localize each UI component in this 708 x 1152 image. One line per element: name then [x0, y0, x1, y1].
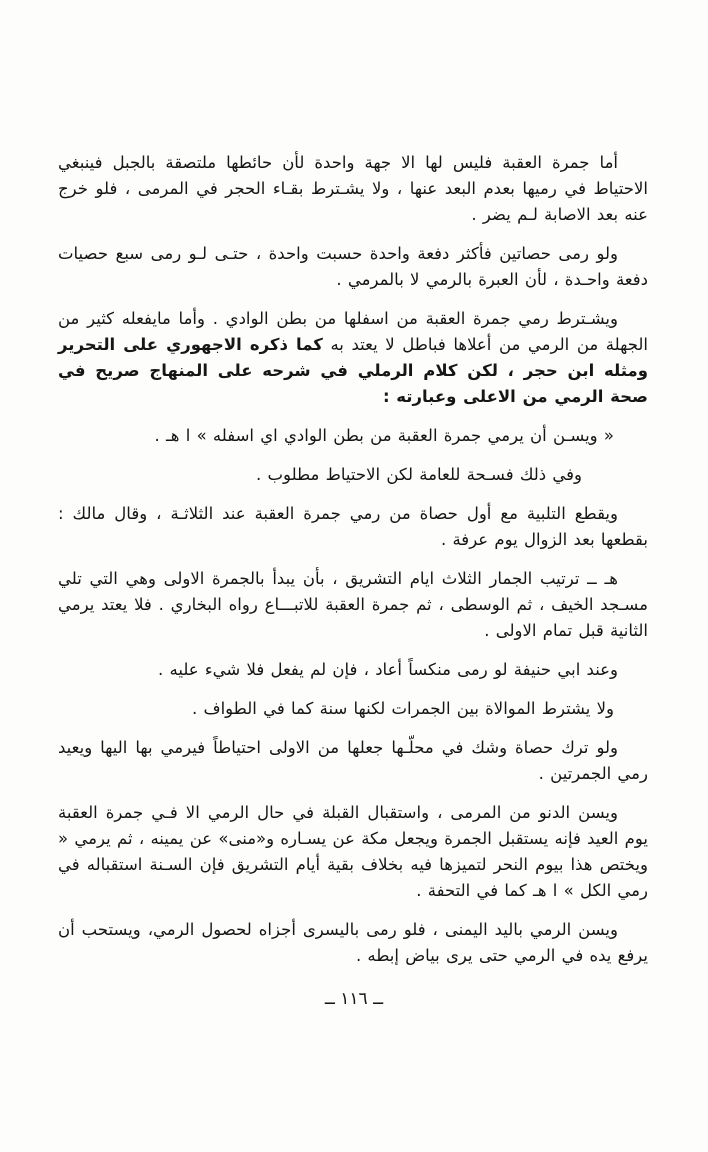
text-block: [58, 150, 648, 969]
paragraph: أما جمرة العقبة فليس لها الا جهة واحدة لأن حائطها ملتصقة بالجبل فينبغي الاحتياط في رميها بعدم البعد عنها ، ولا يشـترط بقـاء الحجر في المرمى ، فلو خرج عنه بعد الاصابة لـم يضر .: [58, 153, 648, 224]
paragraph-bold-text: كما ذكره الاجهوري على التحرير ومثله ابن حجر ، لكن كلام الرملي في شرحه على المنهاج صريح في صحة الرمي من الاعلى وعبارته :: [58, 335, 648, 406]
paragraph: ولو ترك حصاة وشك في محلّـها جعلها من الاولى احتياطاً فيرمي بها اليها ويعيد رمي الجمرتين .: [58, 738, 648, 783]
paragraph: ويسن الرمي باليد اليمنى ، فلو رمى باليسرى أجزاه لحصول الرمي، ويستحب أن يرفع يده في الرمي حتى يرى بياض إبطه .: [58, 920, 648, 965]
quote-paragraph: « ويسـن أن يرمي جمرة العقبة من بطن الوادي اي اسفله » ا هـ .: [154, 426, 614, 445]
paragraph: ولو رمى حصاتين فأكثر دفعة واحدة حسبت واحدة ، حتـى لـو رمى سبع حصيات دفعة واحـدة ، لأن العبرة بالرمي لا بالمرمي .: [58, 244, 648, 289]
paragraph: [58, 306, 648, 410]
page-number: ــ ١١٦ ــ: [324, 989, 384, 1009]
paragraph: وعند ابي حنيفة لو رمى منكساً أعاد ، فإن لم يفعل فلا شيء عليه .: [158, 660, 618, 679]
paragraph: ولا يشترط الموالاة بين الجمرات لكنها سنة كما في الطواف .: [191, 699, 614, 718]
paragraph: ويقطع التلبية مع أول حصاة من رمي جمرة العقبة عند الثلاثـة ، وقال مالك : بقطعها بعد الزوال يوم عرفة .: [58, 504, 648, 549]
paragraph-text: ويشـترط رمي جمرة العقبة من اسفلها من بطن الوادي . وأما مايفعله كثير من الجهلة من الرمي من أعلاها فباطل لا يعتد به: [58, 309, 648, 354]
list-item-paragraph: هـ ــ ترتيب الجمار الثلاث ايام التشريق ، بأن يبدأ بالجمرة الاولى وهي التي تلي مسـجد الخيف ، ثم الوسطى ، ثم جمرة العقبة للاتبـــاع رواه البخاري . فلا يعتد يرمي الثانية قبل تمام الاولى .: [58, 569, 648, 640]
paragraph: وفي ذلك فسـحة للعامة لكن الاحتياط مطلوب .: [256, 465, 582, 484]
paragraph: ويسن الدنو من المرمى ، واستقبال القبلة في حال الرمي الا فـي جمرة العقبة يوم العيد فإنه يستقبل الجمرة ويجعل مكة عن يسـاره و«منى» عن يمينه ، ثم يرمي « ويختص هذا بيوم النحر لتميزها فيه بخلاف بقية أيام التشريق فإن السـنة استقباله في رمي الكل » ا هـ كما في التحفة .: [58, 803, 648, 900]
